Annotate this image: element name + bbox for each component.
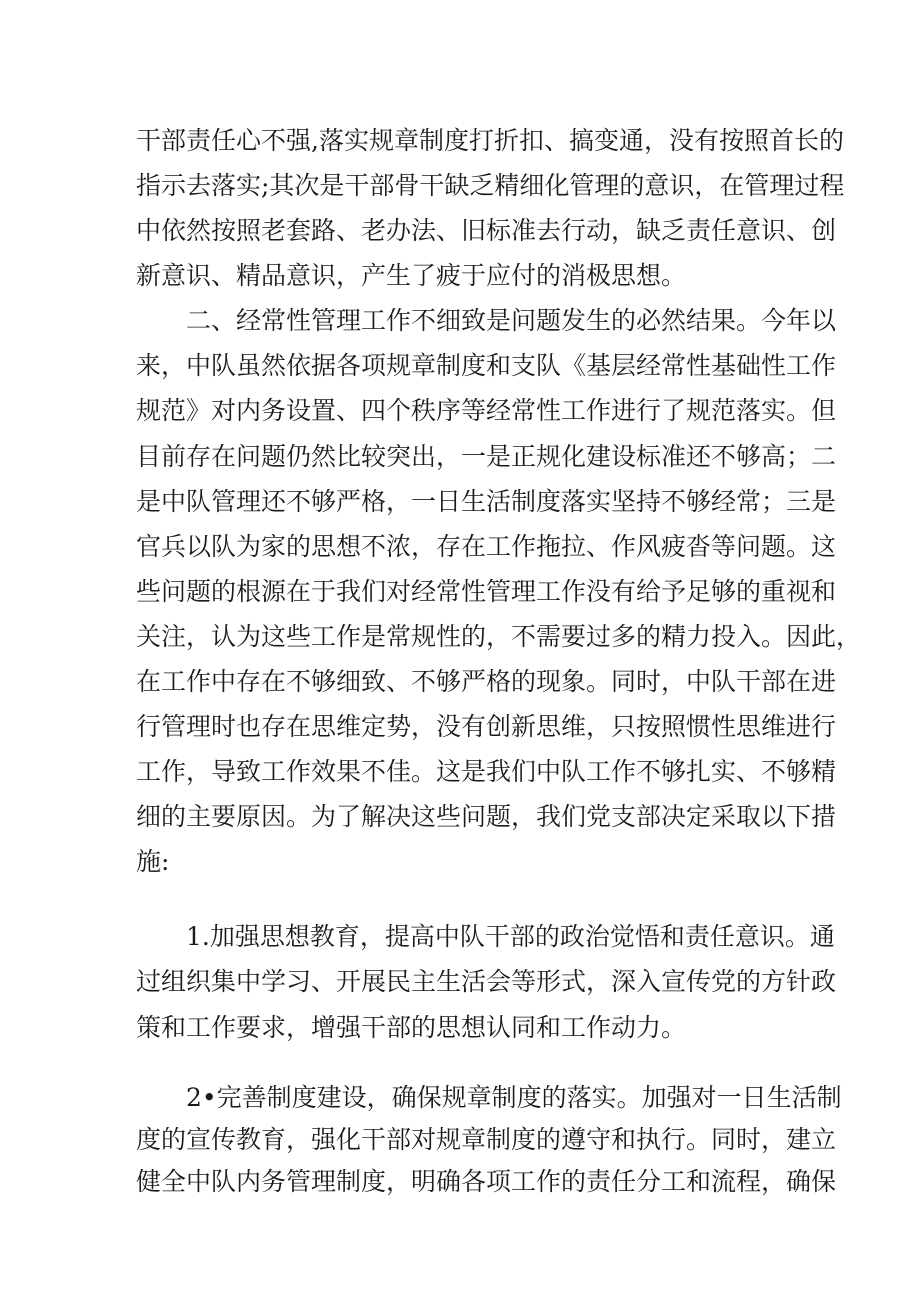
text-line: 是中队管理还不够严格，一日生活制度落实坚持不够经常；三是	[136, 487, 837, 516]
text-line: 新意识、精品意识，产生了疲于应付的消极思想。	[136, 261, 687, 290]
text-line: 过组织集中学习、开展民主生活会等形式，深入宣传党的方针政	[136, 967, 837, 996]
text-line: 些问题的根源在于我们对经常性管理工作没有给予足够的重视和	[136, 577, 837, 606]
text-line: 官兵以队为家的思想不浓，存在工作拖拉、作风疲沓等问题。这	[136, 532, 837, 561]
text-line: 指示去落实;其次是干部骨干缺乏精细化管理的意识，在管理过程	[136, 171, 845, 200]
text-line: 度的宣传教育，强化干部对规章制度的遵守和执行。同时，建立	[136, 1125, 837, 1154]
text-line: 干部责任心不强,落实规章制度打折扣、搞变通，没有按照首长的	[136, 126, 844, 155]
text-line: 施:	[136, 847, 170, 876]
text-line: 在工作中存在不够细致、不够严格的现象。同时，中队干部在进	[136, 667, 837, 696]
text-line: 关注，认为这些工作是常规性的，不需要过多的精力投入。因此，	[136, 622, 862, 651]
text-line: 健全中队内务管理制度，明确各项工作的责任分工和流程，确保	[136, 1167, 837, 1196]
text-line: 规范》对内务设置、四个秩序等经常性工作进行了规范落实。但	[136, 396, 837, 425]
text-line: 工作，导致工作效果不佳。这是我们中队工作不够扎实、不够精	[136, 757, 837, 786]
text-line: 1.加强思想教育，提高中队干部的政治觉悟和责任意识。通	[186, 922, 835, 951]
text-line: 中依然按照老套路、老办法、旧标准去行动，缺乏责任意识、创	[136, 216, 837, 245]
text-line: 二、经常性管理工作不细致是问题发生的必然结果。今年以	[186, 306, 837, 335]
text-line: 行管理时也存在思维定势，没有创新思维，只按照惯性思维进行	[136, 712, 837, 741]
text-line: 来，中队虽然依据各项规章制度和支队《基层经常性基础性工作	[136, 351, 837, 380]
text-line: 目前存在问题仍然比较突出，一是正规化建设标准还不够高；二	[136, 442, 837, 471]
text-line: 2•完善制度建设，确保规章制度的落实。加强对一日生活制	[186, 1083, 842, 1112]
text-line: 细的主要原因。为了解决这些问题，我们党支部决定采取以下措	[136, 802, 837, 831]
text-line: 策和工作要求，增强干部的思想认同和工作动力。	[136, 1013, 687, 1042]
